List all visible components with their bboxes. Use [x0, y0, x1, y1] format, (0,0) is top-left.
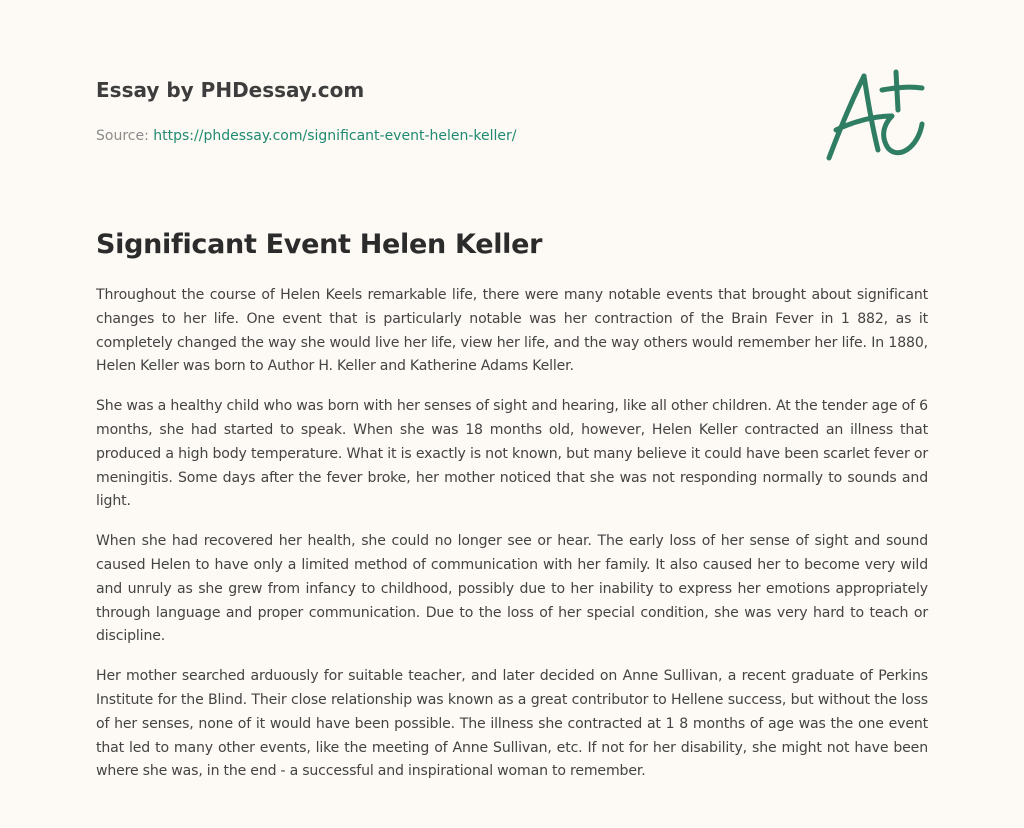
source-label: Source: [96, 128, 154, 144]
brand-title: Essay by PHDessay.com [96, 78, 365, 102]
source-line [96, 126, 796, 146]
paragraph: When she had recovered her health, she could no longer see or hear. The early loss of her sense of sight and sound caused Helen to have only a limited method of communication with her family. It also caused her to become very wild and unruly as she grew from infancy to childhood, possibly due to her inability to express her emotions appropriately through language and proper communication. Due to the loss of her special condition, she was very hard to teach or discipline. [96, 533, 928, 645]
a-plus-grade-icon [818, 64, 934, 168]
paragraph: Throughout the course of Helen Keels remarkable life, there were many notable events that brought about significant changes to her life. One event that is particularly notable was her contraction of the Brain Fever in 1 882, as it completely changed the way she would live her life, view her life, and the way others would remember her life. In 1880, Helen Keller was born to Author H. Keller and Katherine Adams Keller. [96, 287, 928, 375]
paragraph: She was a healthy child who was born with her senses of sight and hearing, like all other children. At the tender age of 6 months, she had started to speak. When she was 18 months old, however, Helen Keller contracted an illness that produced a high body temperature. What it is exactly is not known, but many believe it could have been scarlet fever or meningitis. Some days after the fever broke, her mother noticed that she was not responding normally to sounds and light. [96, 398, 928, 510]
paragraph: Her mother searched arduously for suitable teacher, and later decided on Anne Sullivan, a recent graduate of Perkins Institute for the Blind. Their close relationship was known as a great contributor to Hellene success, but without the loss of her senses, none of it would have been possible. The illness she contracted at 1 8 months of age was the one event that led to many other events, like the meeting of Anne Sullivan, etc. If not for her disability, she might not have been where she was, in the end - a successful and inspirational woman to remember. [96, 668, 928, 780]
source-link[interactable]: https://phdessay.com/significant-event-helen-keller/ [153, 128, 517, 144]
essay-title: Significant Event Helen Keller [96, 229, 543, 260]
header [96, 76, 796, 146]
essay-body [96, 284, 928, 800]
